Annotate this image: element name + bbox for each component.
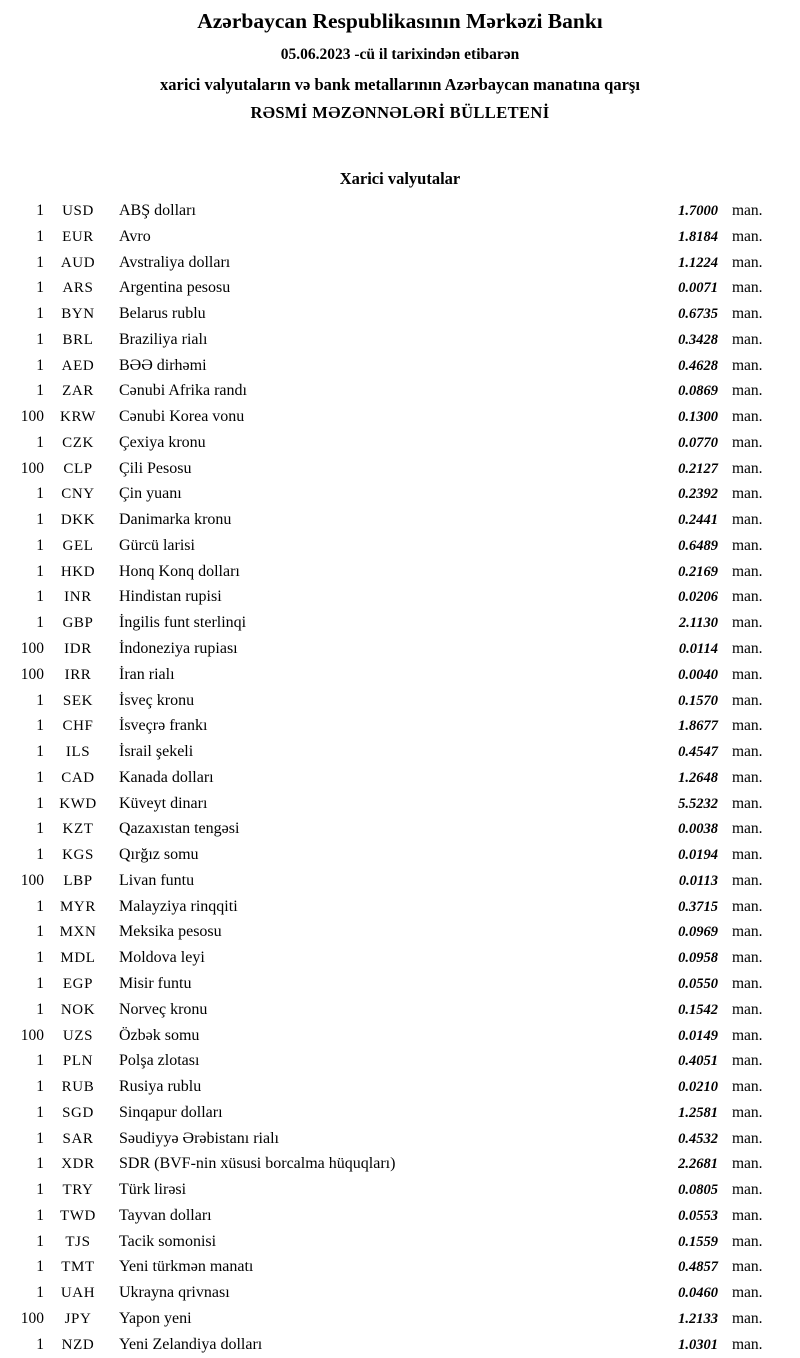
unit-cell: man. <box>732 305 763 323</box>
name-cell: Cənubi Afrika randı <box>119 382 247 400</box>
rate-cell: 0.3715 <box>678 898 718 915</box>
name-cell: Cənubi Korea vonu <box>119 408 245 426</box>
code-cell: CZK <box>62 434 94 451</box>
unit-cell: man. <box>732 768 763 786</box>
name-cell: SDR (BVF-nin xüsusi borcalma hüquqları) <box>119 1155 396 1173</box>
rate-cell: 0.0206 <box>678 589 718 606</box>
qty-cell: 100 <box>20 871 44 889</box>
qty-cell: 1 <box>36 305 44 323</box>
date-line: 05.06.2023 -cü il tarixindən etibarən <box>280 46 520 63</box>
subtitle: xarici valyutaların və bank metallarının Azərbaycan manatına qarşı <box>160 75 640 94</box>
qty-cell: 1 <box>36 974 44 992</box>
name-cell: Çexiya kronu <box>119 433 206 451</box>
name-cell: Meksika pesosu <box>119 923 222 941</box>
rate-cell: 5.5232 <box>678 795 718 812</box>
code-cell: MYR <box>60 898 96 915</box>
code-cell: XDR <box>61 1156 95 1173</box>
unit-cell: man. <box>732 459 763 477</box>
unit-cell: man. <box>732 871 763 889</box>
rate-cell: 0.0210 <box>678 1079 718 1096</box>
name-cell: Çili Pesosu <box>119 459 192 477</box>
unit-cell: man. <box>732 485 763 503</box>
name-cell: Malayziya rinqqiti <box>119 897 238 915</box>
rate-cell: 0.1542 <box>678 1001 718 1018</box>
table-row <box>0 688 772 714</box>
unit-cell: man. <box>732 1129 763 1147</box>
rate-cell: 0.4857 <box>678 1259 718 1276</box>
name-cell: Moldova leyi <box>119 949 205 967</box>
name-cell: İsveçrə frankı <box>119 717 208 735</box>
code-cell: CLP <box>63 460 93 477</box>
code-cell: AUD <box>60 254 96 271</box>
rate-cell: 1.2133 <box>678 1310 718 1327</box>
table-row <box>0 816 772 842</box>
table-row <box>0 559 772 585</box>
qty-cell: 1 <box>36 1284 44 1302</box>
table-row <box>0 1048 772 1074</box>
name-cell: İndoneziya rupiası <box>119 640 238 658</box>
unit-cell: man. <box>732 562 763 580</box>
qty-cell: 1 <box>36 1103 44 1121</box>
name-cell: Ukrayna qrivnası <box>119 1284 230 1302</box>
name-cell: Polşa zlotası <box>119 1052 200 1070</box>
code-cell: MXN <box>59 924 97 941</box>
table-row <box>0 481 772 507</box>
unit-cell: man. <box>732 1335 763 1353</box>
code-cell: LBP <box>63 872 93 889</box>
name-cell: Özbək somu <box>119 1026 200 1044</box>
code-cell: ILS <box>65 744 91 761</box>
code-cell: HKD <box>60 563 96 580</box>
qty-cell: 1 <box>36 227 44 245</box>
name-cell: Küveyt dinarı <box>119 794 208 812</box>
qty-cell: 1 <box>36 562 44 580</box>
unit-cell: man. <box>732 1309 763 1327</box>
qty-cell: 1 <box>36 485 44 503</box>
table-row <box>0 301 772 327</box>
unit-cell: man. <box>732 949 763 967</box>
code-cell: BRL <box>62 331 94 348</box>
code-cell: GEL <box>62 537 94 554</box>
qty-cell: 1 <box>36 794 44 812</box>
rate-cell: 0.4051 <box>678 1053 718 1070</box>
name-cell: Qazaxıstan tengəsi <box>119 820 240 838</box>
name-cell: Livan funtu <box>119 871 195 889</box>
code-cell: TMT <box>61 1259 95 1276</box>
code-cell: NZD <box>61 1336 95 1353</box>
rate-cell: 0.0040 <box>678 666 718 683</box>
table-row <box>0 533 772 559</box>
name-cell: Argentina pesosu <box>119 279 231 297</box>
unit-cell: man. <box>732 665 763 683</box>
unit-cell: man. <box>732 897 763 915</box>
unit-cell: man. <box>732 614 763 632</box>
name-cell: Səudiyyə Ərəbistanı rialı <box>119 1129 279 1147</box>
code-cell: AED <box>61 357 95 374</box>
qty-cell: 1 <box>36 253 44 271</box>
code-cell: EGP <box>62 975 94 992</box>
qty-cell: 1 <box>36 588 44 606</box>
table-row <box>0 1100 772 1126</box>
rate-cell: 0.0869 <box>678 383 718 400</box>
unit-cell: man. <box>732 1232 763 1250</box>
rate-cell: 1.2581 <box>678 1104 718 1121</box>
unit-cell: man. <box>732 433 763 451</box>
unit-cell: man. <box>732 330 763 348</box>
code-cell: UZS <box>62 1027 94 1044</box>
rate-cell: 1.0301 <box>678 1336 718 1353</box>
unit-cell: man. <box>732 794 763 812</box>
name-cell: İsveç kronu <box>119 691 195 709</box>
rate-cell: 0.0114 <box>678 641 718 658</box>
table-row <box>0 275 772 301</box>
code-cell: IRR <box>64 666 92 683</box>
name-cell: Danimarka kronu <box>119 511 232 529</box>
unit-cell: man. <box>732 1284 763 1302</box>
table-row <box>0 1306 772 1332</box>
qty-cell: 100 <box>20 640 44 658</box>
table-row <box>0 430 772 456</box>
code-cell: TWD <box>60 1207 96 1224</box>
table-row <box>0 353 772 379</box>
table-row <box>0 945 772 971</box>
name-cell: Tacik somonisi <box>119 1232 217 1250</box>
unit-cell: man. <box>732 1181 763 1199</box>
qty-cell: 1 <box>36 743 44 761</box>
code-cell: UAH <box>60 1285 96 1302</box>
table-row <box>0 868 772 894</box>
unit-cell: man. <box>732 1103 763 1121</box>
unit-cell: man. <box>732 1258 763 1276</box>
name-cell: Sinqapur dolları <box>119 1103 223 1121</box>
rate-cell: 0.0113 <box>678 872 718 889</box>
page-title: Azərbaycan Respublikasının Mərkəzi Bankı <box>197 9 603 33</box>
qty-cell: 1 <box>36 433 44 451</box>
qty-cell: 1 <box>36 511 44 529</box>
code-cell: MDL <box>60 950 96 967</box>
code-cell: CHF <box>62 718 94 735</box>
qty-cell: 1 <box>36 923 44 941</box>
name-cell: Kanada dolları <box>119 768 214 786</box>
qty-cell: 1 <box>36 820 44 838</box>
rate-cell: 0.0770 <box>678 434 718 451</box>
table-row <box>0 250 772 276</box>
rate-cell: 0.2392 <box>678 486 718 503</box>
unit-cell: man. <box>732 1000 763 1018</box>
qty-cell: 100 <box>20 408 44 426</box>
name-cell: Yeni Zelandiya dolları <box>119 1335 263 1353</box>
code-cell: DKK <box>60 512 96 529</box>
rate-cell: 0.4532 <box>678 1130 718 1147</box>
qty-cell: 1 <box>36 1206 44 1224</box>
name-cell: Misir funtu <box>119 974 192 992</box>
table-row <box>0 327 772 353</box>
code-cell: CNY <box>61 486 95 503</box>
name-cell: İsrail şekeli <box>119 743 194 761</box>
table-row <box>0 765 772 791</box>
qty-cell: 1 <box>36 1335 44 1353</box>
qty-cell: 1 <box>36 1155 44 1173</box>
rate-cell: 0.0460 <box>678 1285 718 1302</box>
section-title-foreign-currencies: Xarici valyutalar <box>339 169 461 188</box>
table-row <box>0 971 772 997</box>
qty-cell: 1 <box>36 356 44 374</box>
code-cell: TJS <box>65 1233 91 1250</box>
rate-cell: 0.1570 <box>678 692 718 709</box>
code-cell: SGD <box>62 1104 94 1121</box>
unit-cell: man. <box>732 1206 763 1224</box>
name-cell: Honq Konq dolları <box>119 562 240 580</box>
unit-cell: man. <box>732 253 763 271</box>
rate-cell: 0.0553 <box>678 1207 718 1224</box>
rates-table-body <box>0 198 800 1357</box>
rate-cell: 0.0038 <box>678 821 718 838</box>
name-cell: BƏƏ dirhəmi <box>119 356 207 374</box>
code-cell: SAR <box>62 1130 94 1147</box>
unit-cell: man. <box>732 820 763 838</box>
code-cell: NOK <box>60 1001 96 1018</box>
table-row <box>0 636 772 662</box>
qty-cell: 100 <box>20 1026 44 1044</box>
qty-cell: 1 <box>36 1000 44 1018</box>
unit-cell: man. <box>732 408 763 426</box>
unit-cell: man. <box>732 1078 763 1096</box>
qty-cell: 1 <box>36 1052 44 1070</box>
unit-cell: man. <box>732 588 763 606</box>
table-row <box>0 1023 772 1049</box>
unit-cell: man. <box>732 743 763 761</box>
code-cell: BYN <box>61 306 95 323</box>
unit-cell: man. <box>732 974 763 992</box>
name-cell: Belarus rublu <box>119 305 206 323</box>
table-row <box>0 404 772 430</box>
name-cell: Rusiya rublu <box>119 1078 202 1096</box>
qty-cell: 1 <box>36 768 44 786</box>
unit-cell: man. <box>732 382 763 400</box>
code-cell: TRY <box>62 1182 94 1199</box>
table-row <box>0 378 772 404</box>
name-cell: İngilis funt sterlinqi <box>119 614 247 632</box>
rate-cell: 0.0194 <box>678 847 718 864</box>
table-row <box>0 713 772 739</box>
code-cell: KZT <box>62 821 94 838</box>
unit-cell: man. <box>732 202 763 219</box>
table-row <box>0 1254 772 1280</box>
rate-cell: 0.1559 <box>678 1233 718 1250</box>
unit-cell: man. <box>732 691 763 709</box>
rate-cell: 0.4547 <box>678 744 718 761</box>
table-row <box>0 224 772 250</box>
name-cell: Tayvan dolları <box>119 1206 212 1224</box>
table-row <box>0 1229 772 1255</box>
qty-cell: 1 <box>36 691 44 709</box>
bulletin-title: RƏSMİ MƏZƏNNƏLƏRİ BÜLLETENİ <box>250 103 550 122</box>
rate-cell: 0.2127 <box>678 460 718 477</box>
qty-cell: 1 <box>36 949 44 967</box>
name-cell: Qırğız somu <box>119 846 199 864</box>
code-cell: GBP <box>62 615 94 632</box>
table-row <box>0 1332 772 1358</box>
qty-cell: 1 <box>36 202 44 219</box>
qty-cell: 1 <box>36 1078 44 1096</box>
unit-cell: man. <box>732 1026 763 1044</box>
name-cell: Yeni türkmən manatı <box>119 1258 254 1276</box>
rate-cell: 1.7000 <box>678 203 718 219</box>
table-row <box>0 584 772 610</box>
rate-cell: 1.8184 <box>678 228 718 245</box>
name-cell: Gürcü larisi <box>119 536 195 554</box>
unit-cell: man. <box>732 640 763 658</box>
unit-cell: man. <box>732 279 763 297</box>
table-row <box>0 739 772 765</box>
code-cell: ZAR <box>62 383 94 400</box>
code-cell: RUB <box>61 1079 95 1096</box>
rate-cell: 0.0969 <box>678 924 718 941</box>
name-cell: Türk lirəsi <box>119 1181 187 1199</box>
unit-cell: man. <box>732 846 763 864</box>
unit-cell: man. <box>732 227 763 245</box>
code-cell: KRW <box>60 409 96 426</box>
rate-cell: 0.6735 <box>678 306 718 323</box>
name-cell: Yapon yeni <box>119 1309 192 1327</box>
table-row <box>0 997 772 1023</box>
table-row <box>0 1074 772 1100</box>
rate-cell: 2.1130 <box>678 615 718 632</box>
table-row <box>0 507 772 533</box>
table-row <box>0 919 772 945</box>
table-row <box>0 1126 772 1152</box>
table-row <box>0 662 772 688</box>
code-cell: INR <box>64 589 92 606</box>
name-cell: Çin yuanı <box>119 485 182 503</box>
rate-cell: 0.0958 <box>678 950 718 967</box>
rate-cell: 0.2441 <box>678 512 718 529</box>
name-cell: Avro <box>119 227 151 245</box>
code-cell: KGS <box>62 847 94 864</box>
table-row <box>0 198 772 224</box>
code-cell: PLN <box>62 1053 94 1070</box>
table-row <box>0 1151 772 1177</box>
code-cell: JPY <box>64 1310 92 1327</box>
table-row <box>0 610 772 636</box>
name-cell: Norveç kronu <box>119 1000 208 1018</box>
unit-cell: man. <box>732 1155 763 1173</box>
rate-cell: 0.2169 <box>678 563 718 580</box>
rate-cell: 0.0550 <box>678 975 718 992</box>
table-row <box>0 791 772 817</box>
table-row <box>0 456 772 482</box>
code-cell: SEK <box>62 692 94 709</box>
table-row <box>0 894 772 920</box>
table-row <box>0 842 772 868</box>
qty-cell: 1 <box>36 1129 44 1147</box>
code-cell: KWD <box>59 795 97 812</box>
name-cell: Hindistan rupisi <box>119 588 222 606</box>
qty-cell: 1 <box>36 1258 44 1276</box>
qty-cell: 1 <box>36 1181 44 1199</box>
qty-cell: 100 <box>20 665 44 683</box>
table-row <box>0 1177 772 1203</box>
qty-cell: 1 <box>36 717 44 735</box>
rate-cell: 1.2648 <box>678 769 718 786</box>
code-cell: USD <box>62 203 94 219</box>
unit-cell: man. <box>732 1052 763 1070</box>
unit-cell: man. <box>732 923 763 941</box>
unit-cell: man. <box>732 511 763 529</box>
rate-cell: 0.0071 <box>678 280 718 297</box>
code-cell: CAD <box>61 769 95 786</box>
rate-cell: 0.6489 <box>678 537 718 554</box>
rate-cell: 0.3428 <box>678 331 718 348</box>
qty-cell: 1 <box>36 279 44 297</box>
rate-cell: 1.1224 <box>678 254 718 271</box>
rate-cell: 0.4628 <box>678 357 718 374</box>
qty-cell: 1 <box>36 330 44 348</box>
rate-cell: 0.0805 <box>678 1182 718 1199</box>
unit-cell: man. <box>732 717 763 735</box>
qty-cell: 1 <box>36 536 44 554</box>
table-row <box>0 1280 772 1306</box>
rate-cell: 0.1300 <box>678 409 718 426</box>
name-cell: İran rialı <box>119 665 175 683</box>
qty-cell: 1 <box>36 1232 44 1250</box>
qty-cell: 1 <box>36 382 44 400</box>
rate-cell: 1.8677 <box>678 718 718 735</box>
table-row <box>0 1203 772 1229</box>
qty-cell: 100 <box>20 1309 44 1327</box>
qty-cell: 1 <box>36 897 44 915</box>
name-cell: Braziliya rialı <box>119 330 208 348</box>
qty-cell: 100 <box>20 459 44 477</box>
unit-cell: man. <box>732 536 763 554</box>
rate-cell: 0.0149 <box>678 1027 718 1044</box>
code-cell: ARS <box>62 280 94 297</box>
name-cell: Avstraliya dolları <box>119 253 231 271</box>
code-cell: IDR <box>64 641 92 658</box>
qty-cell: 1 <box>36 614 44 632</box>
code-cell: EUR <box>62 228 94 245</box>
name-cell: ABŞ dolları <box>119 202 196 219</box>
rate-cell: 2.2681 <box>678 1156 718 1173</box>
qty-cell: 1 <box>36 846 44 864</box>
unit-cell: man. <box>732 356 763 374</box>
